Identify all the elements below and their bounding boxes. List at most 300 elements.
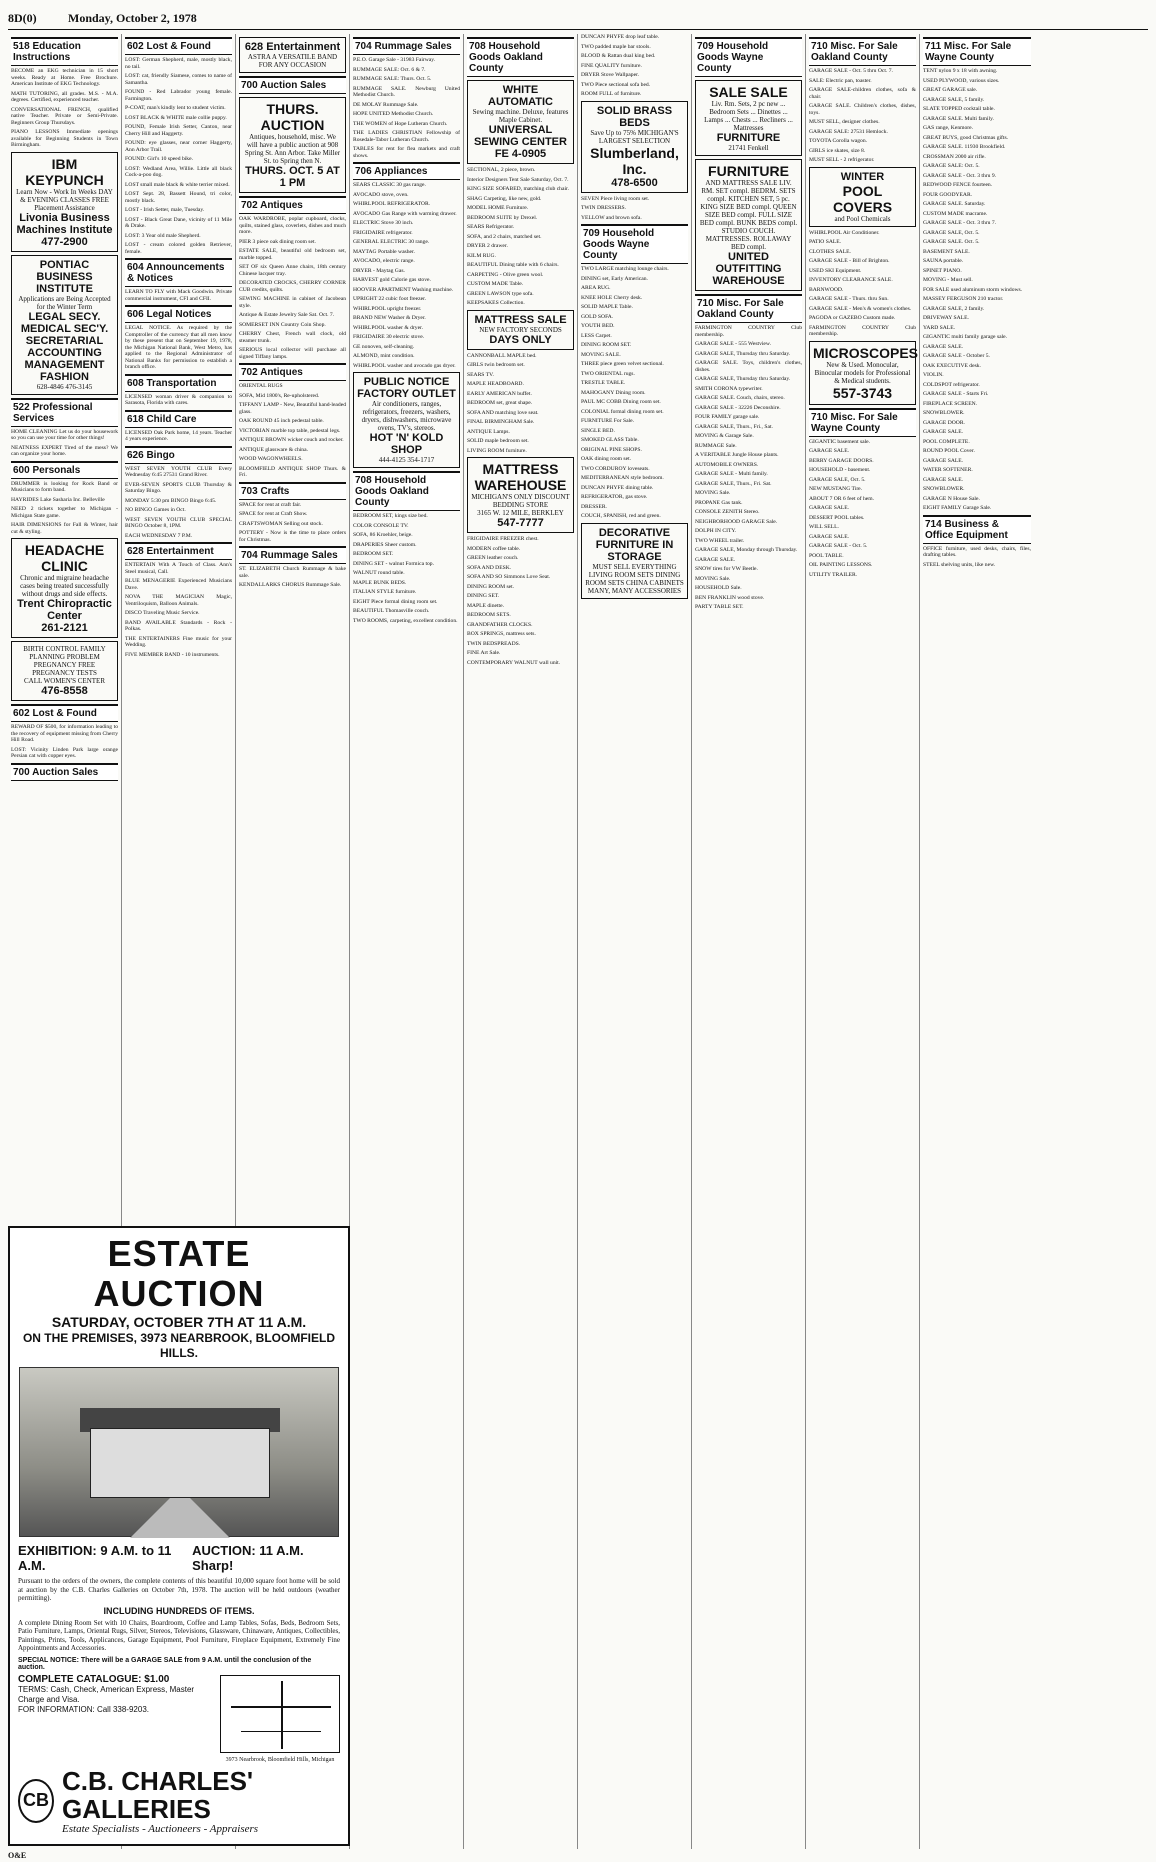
classified-ad: DRAPERIES Sheer custom. (353, 541, 417, 548)
classified-ad: FOUND: eye glasses, near corner Haggerty, Ann Arbor Trail. (125, 140, 232, 153)
ad-body: Liv. Rm. Sets, 2 pc new ... Bedroom Sets ... Dinettes ... Lamps ... Chests ... Recliners ... Mattresses (704, 100, 793, 132)
classified-ad: FRIGIDAIRE 30 electric stove. (353, 334, 425, 340)
ad-body: AND MATTRESS SALE LIV. RM. SET compl. BEDRM. SETS compl. KITCHEN SET, 5 pc. KING SIZE BED compl. QUEEN SIZE BED compl. FULL SIZE BED compl. BUNK BEDS compl. STUDIO COUCH. MATTRESSES. ROLLAWAY BED compl. (699, 179, 798, 251)
classified-ad: MODERN coffee table. (467, 545, 521, 552)
classified-ad: THREE piece green velvet sectional. (581, 361, 664, 367)
classified-ad: PATIO SALE. (809, 239, 842, 245)
classified-ad: SEVEN Piece living room set. (581, 195, 650, 202)
classified-ad: SPACE for rent at Craft Show. (239, 511, 308, 517)
classified-ad: LEGAL NOTICE. As required by the Comptroller of the currency that all men know by these present that on September 19, 1978, the Michigan National Bank, West Metro, has applied to the Regional Administrator of National Banks for permission to establish a branch office. (125, 325, 232, 370)
classified-ad: LOST - cream colored golden Retriever, female. (125, 242, 232, 255)
ad-list (353, 513, 460, 624)
classified-ad: SEARS TV. (467, 371, 494, 378)
classified-ad: TENT nylon 9 x 18 with awning. (923, 68, 998, 74)
classified-ad: TRESTLE TABLE. (581, 380, 626, 386)
column-8 (806, 34, 920, 1849)
classified-ad: LESS Carpet. (581, 332, 612, 339)
classified-ad: FINE QUALITY furniture. (581, 62, 642, 69)
section-header: 700 Auction Sales (239, 76, 346, 94)
classified-ad: SPINET PIANO. (923, 267, 962, 274)
classified-ad: INVENTORY CLEARANCE SALE. (809, 277, 893, 283)
ad-title: FURNITURE (708, 163, 789, 179)
classified-ad: GARAGE SALE - Thurs. thru Sun. (809, 296, 889, 302)
classified-ad: RUMMAGE Sale. (695, 442, 737, 449)
classified-ad: COLONIAL formal dining room set. (581, 408, 664, 415)
classified-ad: SNOWBLOWER. (923, 486, 965, 492)
display-ad (467, 80, 574, 164)
classified-ad: FURNITURE For Sale. (581, 418, 634, 424)
classified-ad: PAGODA or GAZEBO Custom made. (809, 315, 896, 321)
classified-ad: Antique & Estate Jewelry Sale Sat. Oct. 7. (239, 312, 335, 318)
classified-ad: MOVING Sale. (695, 490, 731, 496)
classified-ad: ENTERTAIN With A Touch of Class. Ann's Steel musical, Call. (125, 562, 232, 575)
classified-ad: YARD SALE. (923, 324, 956, 331)
ad-body: New & Used. Monocular, Binocular models for Professional & Medical students. (814, 360, 911, 385)
classified-ad: BLUE MENAGERIE Experienced Musicians Dave. (125, 578, 232, 591)
classified-ad: WEST SEVEN YOUTH CLUB SPECIAL BINGO October 8, 1PM. (125, 516, 232, 529)
ad-title: SALE SALE (709, 84, 788, 100)
column-5 (464, 34, 578, 1849)
section-header: 709 Household Goods Wayne County (695, 37, 802, 77)
galleries-logo (18, 1767, 340, 1835)
classified-ad: TWIN BEDSPREADS. (467, 640, 521, 647)
house-photo (19, 1367, 339, 1537)
section-header: 608 Transportation (125, 374, 232, 392)
classified-ad: SOLID maple bedroom set. (467, 438, 529, 444)
classified-ad: GAS range, Kenmore. (923, 125, 974, 131)
ad-list (11, 481, 118, 536)
classified-ad: LOST - Irish Setter, male, Tuesday. (125, 207, 205, 213)
classified-ad: KENDALLARKS CHORUS Rummage Sale. (239, 582, 342, 588)
classified-ad: NOVA THE MAGICIAN Magic, Ventriloquism, Balloon Animals. (125, 594, 232, 607)
ad-body: Applications are Being Accepted for the Winter Term (18, 294, 111, 311)
classified-ad: HOOVER APARTMENT Washing machine. (353, 286, 454, 293)
classified-ad: GARAGE SALE. Toys, children's clothes, dishes. (695, 360, 802, 373)
classified-ad: GARAGE DOOR. (923, 419, 965, 426)
classified-ad: FARMINGTON COUNTRY Club membership. (695, 325, 802, 338)
classified-ad: LOST small male black & white terrier mixed. (125, 181, 230, 188)
section-header: 702 Antiques (239, 196, 346, 214)
ad-phone: 478-6500 (611, 176, 658, 189)
classified-ad: FIVE MEMBER BAND - 10 instruments. (125, 651, 220, 658)
estate-body: Pursuant to the orders of the owners, the complete contents of this beautiful 10,000 square foot home will be sold at auction by the C.B. Charles Galleries on October 7th, 1978. The auction will be held outdoors (weather permitting). (18, 1577, 340, 1602)
classified-ad: LOST: 3 Year old male Shepherd. (125, 232, 201, 239)
ad-list (467, 353, 574, 455)
classified-ad: HARVEST gold Calorie gas stove. (353, 277, 431, 283)
section-header: 711 Misc. For Sale Wayne County (923, 37, 1031, 66)
classified-ad: WALNUT round table. (353, 570, 405, 576)
classified-ad: BEDROOM SUITE by Drexel. (467, 214, 538, 221)
ad-list (239, 566, 346, 589)
classified-ad: SEWING MACHINE in cabinet of Jacobean style. (239, 296, 346, 309)
map-road (281, 1681, 283, 1749)
section-header: 518 Education Instructions (11, 37, 118, 66)
section-header: 704 Rummage Sales (239, 546, 346, 564)
classified-ad: PIER 3 piece oak dining room set. (239, 238, 316, 245)
classified-ad: CUSTOM MADE macrame. (923, 210, 988, 217)
ad-list (923, 546, 1031, 569)
classified-ad: CRAFTSWOMAN Selling out stock. (239, 520, 323, 527)
classified-ad: YOUTH BED. (581, 323, 615, 329)
classified-ad: EVER-SEVEN SPORTS CLUB Thursday & Saturday Bingo. (125, 481, 232, 494)
classified-ad: LICENSED woman driver & companion to Sarasota, Florida with cares. (125, 393, 232, 406)
classified-ad: GRANDFATHER CLOCKS. (467, 621, 533, 628)
classified-ad: LIVING ROOM furniture. (467, 447, 527, 454)
classified-ad: NEED 2 tickets together to Michigan - Michigan State game. (11, 506, 118, 519)
classified-ad: MAYTAG Portable washer. (353, 248, 415, 255)
classified-ad: ST. ELIZABETH Church Rummage & bake sale. (239, 566, 346, 579)
ad-list (353, 182, 460, 369)
ad-title: DECORATIVE FURNITURE IN STORAGE (595, 526, 674, 563)
ad-address: 3165 W. 12 MILE, BERKLEY (477, 509, 564, 517)
classified-ad: DESSERT POOL tables. (809, 514, 865, 521)
section-header: 618 Child Care (125, 410, 232, 428)
classified-ad: P.E.O. Garage Sale - 31983 Fairway. (353, 57, 436, 63)
classified-ad: Interior Designers Tent Sale Saturday, Oct. 7. (467, 176, 569, 183)
classified-ad: GARAGE SALE - Bill of Brighton. (809, 258, 890, 264)
display-ad (809, 341, 919, 405)
classified-ad: FOUND - Red Labrador young female. Farmington. (125, 89, 232, 102)
section-header: 602 Lost & Found (125, 37, 232, 55)
ad-list (125, 466, 232, 540)
classified-ad: USED SKI Equipment. (809, 267, 862, 274)
classified-ad: MUST SELL, designer clothes. (809, 119, 880, 125)
classified-ad: GARAGE SALE - Oct. 3 thru 7. (923, 220, 997, 226)
classified-ad: EIGHT Piece formal dining room set. (353, 598, 438, 605)
ad-advertiser: UNIVERSAL SEWING CENTER (474, 124, 567, 148)
classified-ad: DINING set, Early American. (581, 275, 648, 282)
classified-ad: BEAUTIFUL Dining table with 6 chairs. (467, 262, 559, 268)
classified-ad: GARAGE SALE, Oct. 5. (923, 229, 980, 236)
classified-ad: MONDAY 5:30 pm BINGO Bingo 6:45. (125, 497, 217, 504)
classified-ad: WOOD WAGONWHEELS. (239, 456, 303, 462)
classified-ad: OFFICE furniture, used desks, chairs, files, drafting tables. (923, 545, 1031, 558)
classified-ad: SINGLE BED. (581, 427, 615, 434)
section-header: 700 Auction Sales (11, 763, 118, 781)
classified-ad: SNOW tires for VW Beetle. (695, 566, 758, 572)
ad-advertiser: Livonia Business Machines Institute (16, 211, 113, 236)
logo-subtitle: Estate Specialists - Auctioneers - Appraisers (62, 1822, 259, 1835)
classified-ad: GARAGE SALE. (695, 556, 736, 563)
classified-ad: WHIRLPOOL REFRIGERATOR. (353, 201, 431, 207)
classified-ad: GARAGE SALE. (923, 343, 964, 350)
classified-ad: VIOLIN. (923, 372, 944, 378)
classified-ad: ANTIQUE Lamps. (467, 428, 510, 435)
classified-ad: GARAGE SALE - Men's & women's clothes. (809, 305, 912, 312)
classified-ad: WEST SEVEN YOUTH CLUB Every Wednesday 6:45 27531 Grand River. (125, 465, 232, 478)
classified-ad: STEEL shelving units, like new. (923, 561, 996, 568)
classified-ad: GARAGE SALE - 32226 Deconshire. (695, 404, 781, 411)
classified-ad: SHAG Carpeting, like new, gold. (467, 195, 542, 202)
classified-ad: GARAGE SALE. 11930 Brookfield. (923, 144, 1006, 150)
ad-list (11, 429, 118, 458)
ad-list (125, 562, 232, 658)
classified-ad: COUCH, SPANISH, red and green. (581, 513, 661, 519)
classified-ad: DUNCAN PHYFE dining table. (581, 484, 654, 491)
classified-ad: LOST Sept. 28, Bassett Hound, tri color, mostly black. (125, 191, 232, 204)
estate-place: ON THE PREMISES, 3973 NEARBROOK, BLOOMFIELD HILLS. (22, 1331, 336, 1360)
ad-body: Learn Now - Work In Weeks DAY & EVENING CLASSES FREE Placement Assistance (16, 187, 113, 212)
classified-ad: GARAGE SALE - 555 Westview. (695, 341, 771, 347)
classified-ad: CROSSMAN 2000 air rifle. (923, 153, 986, 160)
estate-date: SATURDAY, OCTOBER 7TH AT 11 A.M. (51, 1314, 307, 1330)
ad-phone: 261-2121 (41, 622, 88, 634)
classified-ad: DRUMMER is looking for Rock Band or Musicians to form band. (11, 480, 118, 493)
estate-item-list: A complete Dining Room Set with 10 Chairs, Boardroom, Coffee and Lamp Tables, Sofas, Beds, Bedroom Sets, Patio Furniture, Lamps, Oriental Rugs, Silver, Stereos, Televisions, Glassware, Chinaware, Antiques, Collectibles, Paintings, Prints, Tools, Applicances, Garage Equipment, Pool Furniture, Fireplace Equipment, Extremely Fine Appointments and Accessories. (18, 1618, 340, 1652)
ad-body: Save Up to 75% MICHIGAN'S LARGEST SELECTION (590, 128, 679, 145)
classified-ad: SOFA, Mid 1800's, Re-upholstered. (239, 392, 320, 399)
ad-phone: 547-7777 (497, 517, 544, 529)
classified-ad: MOVING SALE. (581, 351, 621, 358)
classified-ad: KING SIZE SOFABED, matching club chair. (467, 186, 569, 192)
classified-ad: ANTIQUE BROWN wicker couch and rocker. (239, 437, 344, 443)
classified-ad: BEDROOM SET. (353, 551, 394, 557)
ad-body: NEW FACTORY SECONDS (479, 325, 562, 334)
ad-body: Air conditioners, ranges, refrigerators, freezers, washers, dryers, dishwashers, microwave ovens, TV's, stereos. (361, 400, 452, 432)
ad-list (125, 394, 232, 407)
ad-title: SOLID BRASS BEDS (596, 104, 673, 129)
estate-auction-ad (8, 1226, 350, 1846)
classified-ad: BEN FRANKLIN wood stove. (695, 594, 765, 601)
estate-title: ESTATE AUCTION (93, 1233, 265, 1314)
classified-ad: SOFA AND SO Simmons Love Seat. (467, 574, 551, 580)
classified-ad: ROOM FULL of furniture. (581, 91, 642, 97)
classified-ad: COLOR CONSOLE TV. (353, 522, 409, 529)
classified-ad: FINE Art Sale. (467, 650, 501, 656)
classified-ad: ESTATE SALE, beautiful old bedroom set, marble topped. (239, 248, 346, 261)
classified-ad: BEDROOM SET, kings size bed. (353, 513, 428, 519)
classified-ad: GIRLS twin bedroom set. (467, 362, 525, 368)
classified-ad: GARAGE SALE. Multi family. (923, 115, 994, 122)
ad-list (581, 34, 688, 98)
classified-ad: GARAGE SALE - Oct. 3 thru 9. (923, 172, 997, 179)
ad-phone: 476-8558 (41, 685, 88, 697)
classified-ad: DECORATED CROCKS, CHERRY CORNER CUB credits, quilts. (239, 280, 346, 293)
ad-advertiser: Trent Chiropractic Center (17, 598, 112, 622)
display-ad (11, 255, 118, 395)
classified-ad: PARTY TABLE SET. (695, 604, 744, 610)
ad-advertiser: UNITED OUTFITTING WAREHOUSE (712, 251, 785, 287)
classified-ad: DRYER - Maytag Gas. (353, 267, 405, 274)
classified-ad: LOST: Vicinity Linden Park large orange Persian cat with copper eyes. (11, 746, 118, 759)
cb-logo-icon: CB (18, 1779, 54, 1823)
classified-ad: CLOTHES SALE. (809, 248, 851, 255)
classified-ad: TWO WHEEL trailer. (695, 537, 745, 544)
ad-list (239, 383, 346, 479)
display-ad (581, 101, 688, 193)
classified-ad: WHIRLPOOL Air Conditioner. (809, 229, 880, 236)
classified-ad: MATH TUTORING, all grades. M.S. - M.A. degrees. Certified, experienced teacher. (11, 90, 118, 103)
classified-ad: AVOCADO Gas Range with warming drawer. (353, 210, 457, 217)
classified-ad: SNOWBLOWER. (923, 410, 965, 416)
classified-ad: DUNCAN PHYFE drop leaf table. (581, 34, 660, 40)
classified-ad: GARAGE SALE, Monday through Thursday. (695, 547, 798, 553)
classified-ad: SECTIONAL, 2 piece, brown. (467, 167, 536, 173)
classified-ad: FOUND, Female Irish Setter, Canton, near Cherry Hill and Haggerty. (125, 124, 232, 137)
auction-time: AUCTION: 11 A.M. Sharp! (192, 1543, 304, 1573)
estate-catalogue: COMPLETE CATALOGUE: $1.00 (18, 1673, 170, 1685)
classified-ad: CONTEMPORARY WALNUT wall unit. (467, 659, 561, 666)
column-9 (920, 34, 1034, 1849)
classified-ad: WATER SOFTENER. (923, 467, 973, 473)
classified-ad: AREA RUG. (581, 285, 611, 291)
classified-ad: CARPETING - Olive green wool. (467, 271, 544, 278)
classified-ad: DE MOLAY Rummage Sale. (353, 101, 419, 108)
classified-ad: GARAGE SALE, Thurs., Fri. Sat. (695, 480, 772, 487)
classified-ad: SEARS CLASSIC 30 gas range. (353, 182, 426, 188)
classified-ad: EARLY AMERICAN buffet. (467, 390, 532, 397)
classified-ad: EACH WEDNESDAY 7 P.M. (125, 532, 193, 539)
ad-list (239, 216, 346, 360)
display-ad (695, 159, 802, 291)
ad-list (809, 230, 916, 338)
classified-ad: TOYOTA Corolla wagon. (809, 138, 868, 144)
classified-ad: WHIRLPOOL upright freezer. (353, 305, 422, 312)
classified-ad: LOST: German Shepherd, male, mostly black, no tail. (125, 57, 232, 70)
section-header: 714 Business & Office Equipment (923, 515, 1031, 544)
logo-text (62, 1767, 340, 1835)
ad-body: MICHIGAN'S ONLY DISCOUNT BEDDING STORE (471, 493, 570, 509)
location-map (220, 1675, 340, 1763)
classified-ad: BRAND NEW Washer & Dryer. (353, 315, 426, 321)
classified-ad: BEAUTIFUL Thomasville couch. (353, 608, 430, 614)
classified-ad: DRIVEWAY SALE. (923, 315, 969, 321)
classified-ad: WHIRLPOOL washer and avocado gas dryer. (353, 362, 456, 369)
classified-ad: RUMMAGE SALE. Newburg United Methodist Church. (353, 85, 460, 98)
classified-ad: ALMOND, mint condition. (353, 353, 415, 359)
display-ad (239, 97, 346, 193)
classified-ad: LOST: Wedland Area, Willie. Little all black Cock-a-poo dog. (125, 165, 232, 178)
display-ad (239, 37, 346, 73)
display-ad (809, 167, 916, 227)
ad-title: BIRTH CONTROL FAMILY PLANNING PROBLEM PREGNANCY FREE PREGNANCY TESTS (23, 645, 106, 677)
ad-title: IBM KEYPUNCH (25, 155, 104, 188)
classified-ad: BARNWOOD. (809, 286, 844, 293)
classified-ad: CHERRY Chest, French wall clock, old steamer trunk. (239, 331, 346, 344)
classified-ad: ELECTRIC Stove 30 inch. (353, 220, 414, 226)
classified-ad: GARAGE SALE - Multi family. (695, 471, 768, 477)
classified-ad: GREAT BUYS, good Christmas gifts. (923, 134, 1009, 141)
classified-ad: GARAGE SALE - Starts Fri. (923, 391, 989, 397)
classified-ad: GARAGE SALE. (809, 533, 850, 540)
classified-ad: TIFFANY LAMP - New, Beautiful hand-leaded glass. (239, 402, 346, 415)
estate-times (18, 1543, 340, 1573)
classified-ad: FOUND: Girl's 10 speed bike. (125, 156, 193, 162)
classified-ad: MODEL HOME Furniture. (467, 205, 529, 211)
ad-body: Sewing machine. Deluxe, features Maple Cabinet. (472, 108, 569, 124)
ad-list (353, 57, 460, 159)
ad-body: Chronic and migraine headache cases being treated successfully without drugs and side effects. (20, 574, 109, 598)
classified-ad: MASSEY FERGUSON 210 tractor. (923, 296, 1004, 302)
classified-ad: OAK EXECUTIVE desk. (923, 362, 981, 369)
classified-ad: HOUSEHOLD - basement. (809, 467, 871, 473)
ad-phone: 444-4125 354-1717 (378, 456, 435, 464)
classified-ad: UPRIGHT 22 cubic foot freezer. (353, 296, 427, 302)
house-body (90, 1428, 270, 1498)
classified-ad: CUSTOM MADE Table. (467, 281, 524, 287)
ad-list (11, 724, 118, 760)
ad-list (467, 536, 574, 666)
ad-list (581, 266, 688, 520)
classified-ad: GARAGE SALE. (923, 429, 964, 435)
ad-list (11, 68, 118, 149)
classified-ad: AVOCADO, electric range. (353, 258, 415, 264)
ad-phone: 477-2900 (41, 235, 88, 248)
display-ad (11, 641, 118, 701)
classified-ad: GARAGE SALE. (923, 457, 964, 464)
section-header: 626 Bingo (125, 446, 232, 464)
classified-ad: SET OF six Queen Anne chairs, 18th century Chinese lacquer tray. (239, 264, 346, 277)
classified-ad: MOVING - Must sell. (923, 277, 973, 283)
classified-ad: FINAL BIRMINGHAM Sale. (467, 419, 535, 425)
classified-ad: DRYER 2 drawer. (467, 243, 508, 249)
classified-ad: DINING SET. (467, 593, 500, 599)
classified-ad: NO BINGO Games in Oct. (125, 507, 186, 513)
classified-ad: SEARS Refrigerator. (467, 224, 515, 230)
classified-ad: BLOOMFIELD ANTIQUE SHOP Thurs. & Fri. (239, 465, 346, 478)
classified-ad: PIANO LESSONS Immediate openings available for Beginning Students in Town Birmingham. (11, 129, 118, 148)
ad-body: ASTRA A VERSATILE BAND FOR ANY OCCASION (247, 53, 338, 69)
classified-ad: NEATNESS EXPERT Tired of the mess? We can organize your home. (11, 444, 118, 457)
classified-ad: OAK WARDROBE, poplar cupboard, clocks, quilts, stained glass, coverlets, dishes and much more. (239, 216, 346, 235)
classified-ad: GARAGE SALE. (923, 476, 964, 483)
ad-advertiser: LEGAL SECY. MEDICAL SEC'Y. SECRETARIAL ACCOUNTING MANAGEMENT FASHION (20, 310, 109, 383)
classified-ad: TWO Piece sectional sofa bed. (581, 81, 651, 88)
map-caption: 3973 Nearbrook, Bloomfield Hills, Michigan (225, 1756, 335, 1763)
classified-ad: BEDROOM set, great shape. (467, 400, 533, 406)
section-header: 710 Misc. For Sale Wayne County (809, 408, 916, 437)
estate-including: INCLUDING HUNDREDS OF ITEMS. (103, 1605, 255, 1616)
classified-ad: GARAGE SALE. (809, 505, 850, 511)
classified-ad: SMITH CORONA typewriter. (695, 385, 763, 392)
classified-ad: HOPE UNITED Methodist Church. (353, 111, 434, 117)
classified-ad: FOR SALE used aluminum storm windows. (923, 286, 1023, 293)
display-ad (695, 80, 802, 156)
classified-ad: PROPANE Gas tank. (695, 499, 743, 506)
classified-ad: SERIOUS local collector will purchase all signed Tiffany lamps. (239, 347, 346, 360)
driveway (130, 1498, 230, 1538)
classified-ad: AVOCADO stove, oven. (353, 191, 409, 198)
column-4 (350, 34, 464, 1849)
classified-ad: BOX SPRINGS, mattress sets. (467, 631, 536, 637)
ad-subtitle: POOL COVERS (832, 182, 893, 215)
ad-list (125, 430, 232, 443)
classified-ad: GARAGE SALE-children clothes, sofa & chair. (809, 87, 916, 100)
ad-body: MUST SELL EVERYTHING LIVING ROOM SETS DINING ROOM SETS CHINA CABINETS MANY, MANY ACCESSORIES (585, 562, 684, 595)
classified-ad: ANTIQUE glassware & china. (239, 446, 308, 453)
classified-ad: ABOUT 7 OR 6 feet of hem. (809, 495, 874, 502)
display-ad (11, 538, 118, 638)
classified-ad: GARAGE N House Sale. (923, 495, 980, 502)
classified-ad: AUTOMOBILE OWNERS. (695, 461, 759, 468)
classified-ad: TWO ROOMS, carpeting, excellent condition. (353, 617, 458, 624)
ad-title: PUBLIC NOTICE FACTORY OUTLET (357, 376, 456, 400)
classified-ad: SOLID MAPLE Table. (581, 304, 633, 310)
classified-ad: GREAT GARAGE sale. (923, 87, 978, 93)
page-date: Monday, October 2, 1978 (68, 11, 197, 25)
ad-title: MICROSCOPES (813, 344, 919, 361)
classified-ad: NEW MUSTANG Tire. (809, 486, 863, 492)
classified-ad: DINING ROOM set. (467, 583, 515, 590)
classified-ad: OAK ROUND 45 inch pedestal table. (239, 418, 324, 424)
section-header: 522 Professional Services (11, 398, 118, 427)
section-header: 628 Entertainment (125, 542, 232, 560)
section-header: 606 Legal Notices (125, 305, 232, 323)
classified-ad: THE ENTERTAINERS Fine music for your Wedding. (125, 635, 232, 648)
classified-ad: THE WOMEN of Hope Lutheran Church. (353, 120, 448, 127)
classified-ad: LOST BLACK & WHITE male collie puppy. (125, 114, 227, 121)
classified-ad: GARAGE SALE - Oct. 5 thru Oct. 7. (809, 68, 893, 74)
